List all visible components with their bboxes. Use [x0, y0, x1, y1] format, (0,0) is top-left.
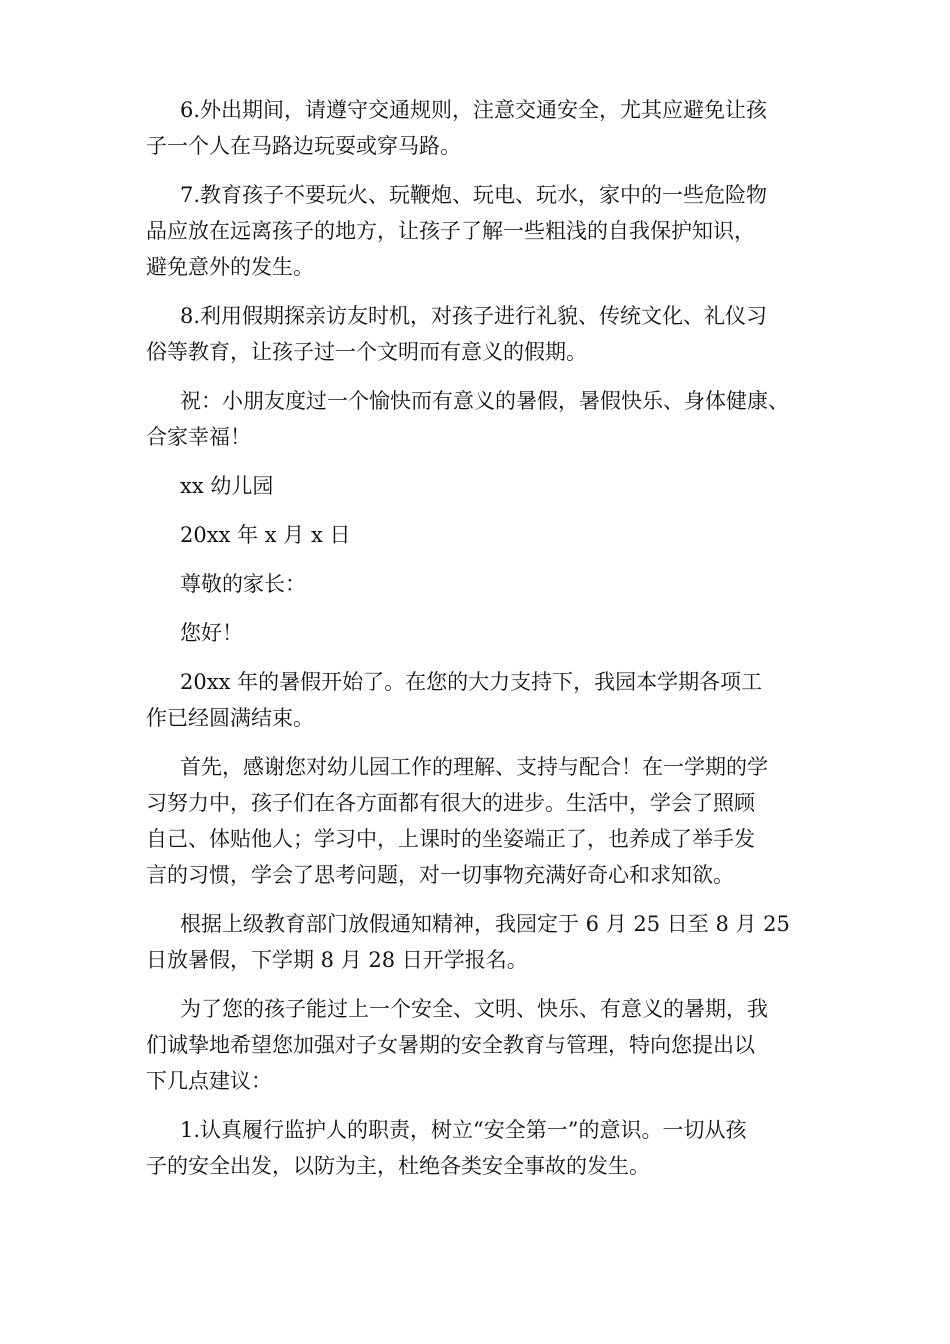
salutation [146, 566, 822, 602]
paragraph-tip-1 [146, 1112, 822, 1184]
paragraph-line: 首先，感谢您对幼儿园工作的理解、支持与配合！在一学期的学 [180, 755, 768, 779]
paragraph-wishes [146, 383, 822, 455]
paragraph-line: 7.教育孩子不要玩火、玩鞭炮、玩电、玩水，家中的一些危险物 [180, 183, 768, 207]
paragraph-tip-7 [146, 177, 822, 285]
paragraph-thanks [146, 749, 822, 893]
paragraph-line: xx 幼儿园 [180, 474, 274, 498]
paragraph-line: 品应放在远离孩子的地方，让孩子了解一些粗浅的自我保护知识， [146, 219, 755, 243]
paragraph-line: 6.外出期间，请遵守交通规则，注意交通安全，尤其应避免让孩 [180, 98, 768, 122]
paragraph-line: 俗等教育，让孩子过一个文明而有意义的假期。 [146, 340, 587, 364]
paragraph-line: 习努力中，孩子们在各方面都有很大的进步。生活中，学会了照顾 [146, 791, 755, 815]
paragraph-tip-6 [146, 92, 822, 164]
paragraph-line: 言的习惯，学会了思考问题，对一切事物充满好奇心和求知欲。 [146, 863, 734, 887]
paragraph-line: 您好！ [180, 621, 243, 645]
paragraph-line: 作已经圆满结束。 [146, 706, 314, 730]
paragraph-tip-8 [146, 298, 822, 370]
document-body [146, 92, 822, 1197]
paragraph-line: 合家幸福！ [146, 425, 251, 449]
paragraph-line: 20xx 年 x 月 x 日 [180, 523, 351, 547]
paragraph-holiday-dates [146, 906, 822, 978]
paragraph-line: 下几点建议： [146, 1069, 272, 1093]
paragraph-line: 日放暑假，下学期 8 月 28 日开学报名。 [146, 948, 528, 972]
paragraph-suggestions-intro [146, 991, 822, 1099]
paragraph-line: 20xx 年的暑假开始了。在您的大力支持下，我园本学期各项工 [180, 670, 763, 694]
paragraph-line: 子的安全出发，以防为主，杜绝各类安全事故的发生。 [146, 1154, 650, 1178]
greeting [146, 615, 822, 651]
signature-kindergarten [146, 468, 822, 504]
paragraph-line: 为了您的孩子能过上一个安全、文明、快乐、有意义的暑期，我 [180, 997, 768, 1021]
signature-date [146, 517, 822, 553]
paragraph-intro [146, 664, 822, 736]
paragraph-line: 自己、体贴他人；学习中，上课时的坐姿端正了，也养成了举手发 [146, 827, 755, 851]
paragraph-line: 8.利用假期探亲访友时机，对孩子进行礼貌、传统文化、礼仪习 [180, 304, 768, 328]
paragraph-line: 们诚挚地希望您加强对子女暑期的安全教育与管理，特向您提出以 [146, 1033, 755, 1057]
paragraph-line: 祝：小朋友度过一个愉快而有意义的暑假，暑假快乐、身体健康、 [180, 389, 789, 413]
paragraph-line: 子一个人在马路边玩耍或穿马路。 [146, 134, 461, 158]
paragraph-line: 尊敬的家长： [180, 572, 306, 596]
paragraph-line: 根据上级教育部门放假通知精神，我园定于 6 月 25 日至 8 月 25 [180, 912, 790, 936]
paragraph-line: 1.认真履行监护人的职责，树立“安全第一”的意识。一切从孩 [180, 1118, 747, 1142]
paragraph-line: 避免意外的发生。 [146, 255, 314, 279]
